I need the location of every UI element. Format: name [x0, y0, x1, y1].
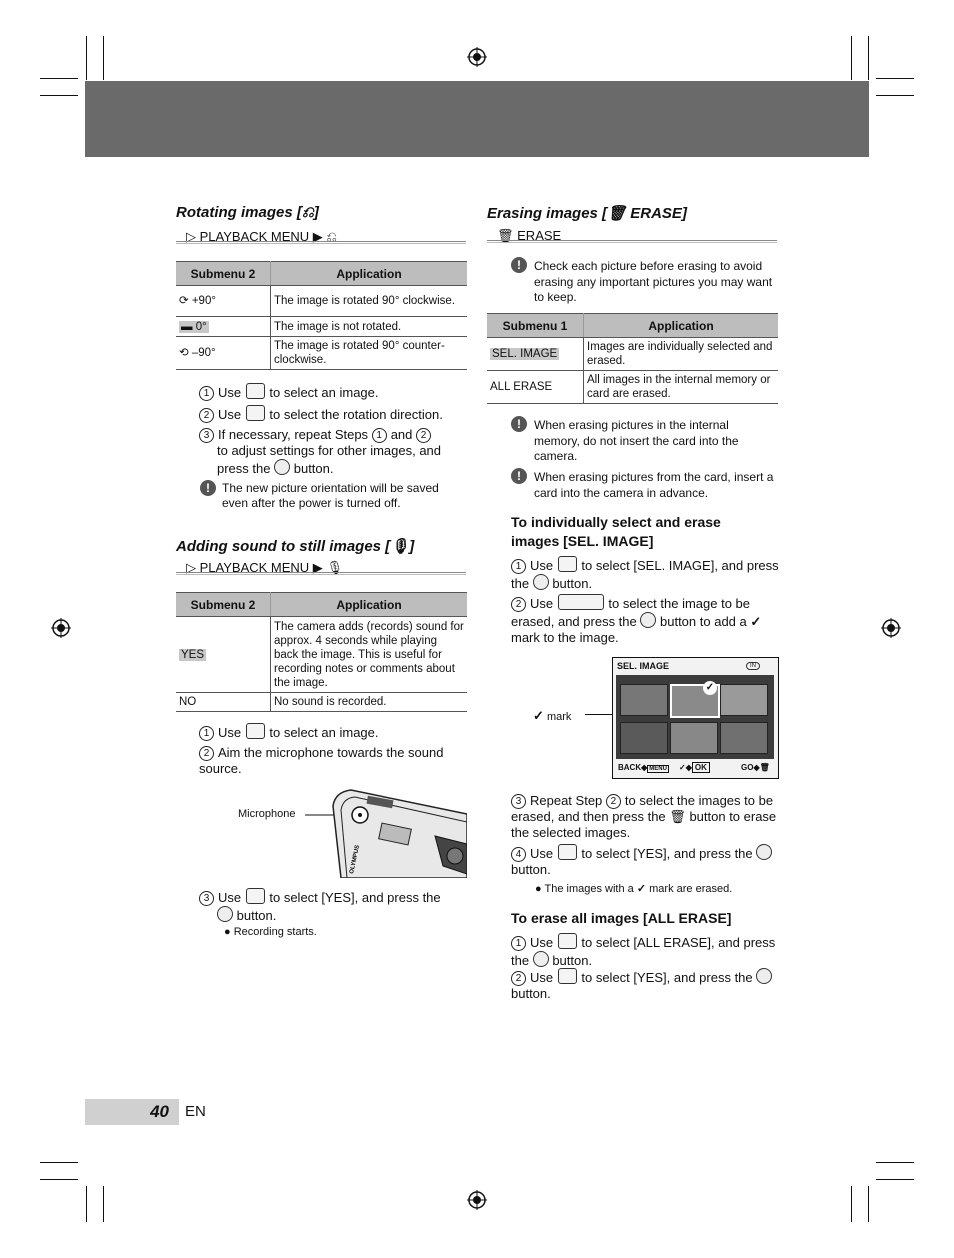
step-item: 2 Use to select [YES], and press the button.	[511, 968, 779, 1002]
caution-icon: !	[511, 416, 527, 432]
updown-button-icon	[246, 405, 265, 421]
bullet-item: ● The images with a ✓ mark are erased.	[535, 883, 733, 895]
thumbnail[interactable]	[620, 722, 668, 754]
menu-path-sound: ▷ PLAYBACK MENU ▶ 🎙	[186, 560, 343, 575]
crop-mark	[851, 1186, 852, 1222]
checkmark-icon: ✓	[750, 614, 762, 629]
microphone-label: Microphone	[238, 808, 296, 820]
note-text: The new picture orientation will be saved even after the power is turned off.	[222, 481, 439, 510]
arrow-buttons-icon	[558, 594, 604, 610]
rotate-cw-icon: ⟳	[179, 295, 189, 307]
step-item: 1 Use to select [SEL. IMAGE], and press the button.	[511, 558, 779, 591]
crop-mark	[103, 36, 104, 80]
divider	[487, 240, 777, 243]
trash-icon: 🗑	[607, 205, 627, 222]
step-item: 1 Use to select an image.	[199, 723, 379, 741]
page-number-box	[85, 1099, 179, 1125]
rotate-ccw-icon: ⟲	[179, 347, 189, 359]
trash-icon: 🗑	[497, 228, 514, 243]
crop-mark	[868, 1186, 869, 1222]
arrow-button-icon	[246, 723, 265, 739]
table-header: Application	[271, 262, 468, 286]
table-cell-option: SEL. IMAGE	[487, 338, 584, 371]
updown-button-icon	[558, 968, 577, 984]
crop-mark	[40, 95, 78, 96]
subheading: To individually select and erase images [SEL. IMAGE]	[511, 514, 721, 549]
menu-path-erase: 🗑 ERASE	[497, 228, 562, 243]
checkmark-icon: ✓	[636, 883, 647, 895]
camera-screen	[612, 657, 779, 779]
table-cell-text: No sound is recorded.	[271, 693, 468, 712]
caution-icon: !	[200, 480, 216, 496]
mark-label: ✓ mark	[533, 708, 572, 723]
caution-icon: !	[511, 468, 527, 484]
camera-illustration	[305, 786, 467, 878]
table-header: Submenu 2	[176, 262, 271, 286]
note-text: Check each picture before erasing to avoid erasing any important pictures you may want to keep.	[534, 259, 773, 304]
table-header: Submenu 2	[176, 593, 271, 617]
table-cell-option: YES	[176, 617, 271, 693]
table-cell-text: The image is rotated 90° clockwise.	[271, 286, 468, 317]
step-item: 2 Aim the microphone towards the sound source.	[199, 745, 444, 776]
rotate-icon: ⎌	[326, 229, 337, 244]
trash-icon: 🗑	[669, 809, 686, 824]
playback-icon: ▷	[186, 560, 196, 575]
crop-mark	[876, 95, 914, 96]
table-cell-option: ▬ 0°	[176, 317, 271, 337]
step-item: 3 Repeat Step 2 to select the images to be erased, and then press the 🗑 button to erase the selected images.	[511, 793, 777, 840]
thumbnail[interactable]	[720, 684, 768, 716]
rotate-table	[176, 261, 467, 370]
subheading: To erase all images [ALL ERASE]	[511, 910, 732, 926]
thumbnail[interactable]	[620, 684, 668, 716]
section-title-erase: Erasing images [🗑 ERASE]	[487, 205, 687, 222]
registration-mark-icon	[467, 47, 487, 67]
note-text: When erasing pictures from the card, insert a card into the camera in advance.	[534, 470, 774, 500]
ok-button-icon	[217, 906, 233, 922]
caution-icon: !	[511, 257, 527, 273]
crop-mark	[103, 1186, 104, 1222]
ok-button-icon	[756, 968, 772, 984]
ok-button-icon	[533, 951, 549, 967]
section-title-rotate: Rotating images [⎌]	[176, 204, 319, 221]
table-cell-text: The image is rotated 90° counter-clockwise.	[271, 337, 468, 370]
rotate-icon: ⎌	[301, 204, 314, 221]
trash-icon: 🗑	[759, 763, 770, 772]
crop-mark	[868, 36, 869, 80]
crop-mark	[40, 78, 78, 79]
table-cell-option: ALL ERASE	[487, 371, 584, 404]
note-text: When erasing pictures in the internal memory, do not insert the card into the camera.	[534, 418, 739, 463]
table-cell-text: The camera adds (records) sound for approx. 4 seconds while playing back the image. This is useful for recording notes or comments about the image.	[271, 617, 468, 693]
thumbnail[interactable]	[670, 722, 718, 754]
checkmark-icon: ✓	[703, 681, 717, 695]
microphone-icon: 🎙	[390, 538, 410, 555]
table-cell-text: Images are individually selected and erased.	[584, 338, 779, 371]
table-cell-option: NO	[176, 693, 271, 712]
table-header: Application	[584, 314, 779, 338]
playback-icon: ▷	[186, 229, 196, 244]
step-item: 1 Use to select an image.	[199, 383, 379, 401]
screen-title: SEL. IMAGE	[617, 661, 670, 671]
crop-mark	[876, 1179, 914, 1180]
registration-mark-icon	[51, 618, 71, 638]
table-header: Submenu 1	[487, 314, 584, 338]
ok-button-icon	[533, 574, 549, 590]
table-header: Application	[271, 593, 468, 617]
updown-button-icon	[558, 844, 577, 860]
ok-button-icon	[756, 844, 772, 860]
updown-button-icon	[246, 888, 265, 904]
crop-mark	[86, 1186, 87, 1222]
crop-mark	[40, 1162, 78, 1163]
table-cell-option: ⟲ –90°	[176, 337, 271, 370]
thumbnail-grid	[616, 675, 774, 759]
crop-mark	[876, 1162, 914, 1163]
screen-footer-back: BACK◆ MENU	[618, 763, 667, 772]
page-number: 40	[150, 1102, 169, 1121]
thumbnail[interactable]	[720, 722, 768, 754]
memory-badge: IN	[746, 662, 760, 670]
divider	[176, 241, 466, 244]
table-cell-text: All images in the internal memory or card are erased.	[584, 371, 779, 404]
registration-mark-icon	[467, 1190, 487, 1210]
crop-mark	[876, 78, 914, 79]
crop-mark	[40, 1179, 78, 1180]
arrow-button-icon	[246, 383, 265, 399]
step-item: 3 If necessary, repeat Steps 1 and 2 to adjust settings for other images, and press the button.	[199, 427, 469, 477]
section-title-sound: Adding sound to still images [🎙]	[176, 538, 415, 555]
crop-mark	[86, 36, 87, 80]
erase-table	[487, 313, 778, 404]
microphone-icon: 🎙	[326, 560, 343, 575]
step-item: 1 Use to select [ALL ERASE], and press the button.	[511, 935, 776, 968]
screen-footer-go: GO◆🗑	[741, 763, 770, 772]
updown-button-icon	[558, 556, 577, 572]
sound-table	[176, 592, 467, 712]
table-cell-text: The image is not rotated.	[271, 317, 468, 337]
page-header-bar	[85, 81, 869, 157]
ok-button-icon	[640, 612, 656, 628]
language-code: EN	[185, 1103, 206, 1120]
step-item: 2 Use to select the image to be erased, and press the button to add a ✓ mark to the image.	[511, 596, 762, 645]
step-item: 4 Use to select [YES], and press the button.	[511, 844, 779, 878]
menu-path-rotate: ▷ PLAYBACK MENU ▶ ⎌	[186, 229, 337, 244]
updown-button-icon	[558, 933, 577, 949]
camera-brand-text: OLYMPUS	[349, 844, 362, 875]
screen-footer-ok: ✓◆ OK	[679, 763, 710, 772]
crop-mark	[851, 36, 852, 80]
step-item: 2 Use to select the rotation direction.	[199, 405, 443, 423]
ok-button-icon	[274, 459, 290, 475]
table-cell-option: ⟳ +90°	[176, 286, 271, 317]
step-item: 3 Use to select [YES], and press the button.	[199, 888, 469, 924]
divider	[176, 572, 466, 575]
checkmark-icon: ✓	[533, 708, 544, 723]
registration-mark-icon	[881, 618, 901, 638]
image-icon: ▬	[181, 320, 193, 333]
bullet-item: ● Recording starts.	[224, 926, 317, 938]
